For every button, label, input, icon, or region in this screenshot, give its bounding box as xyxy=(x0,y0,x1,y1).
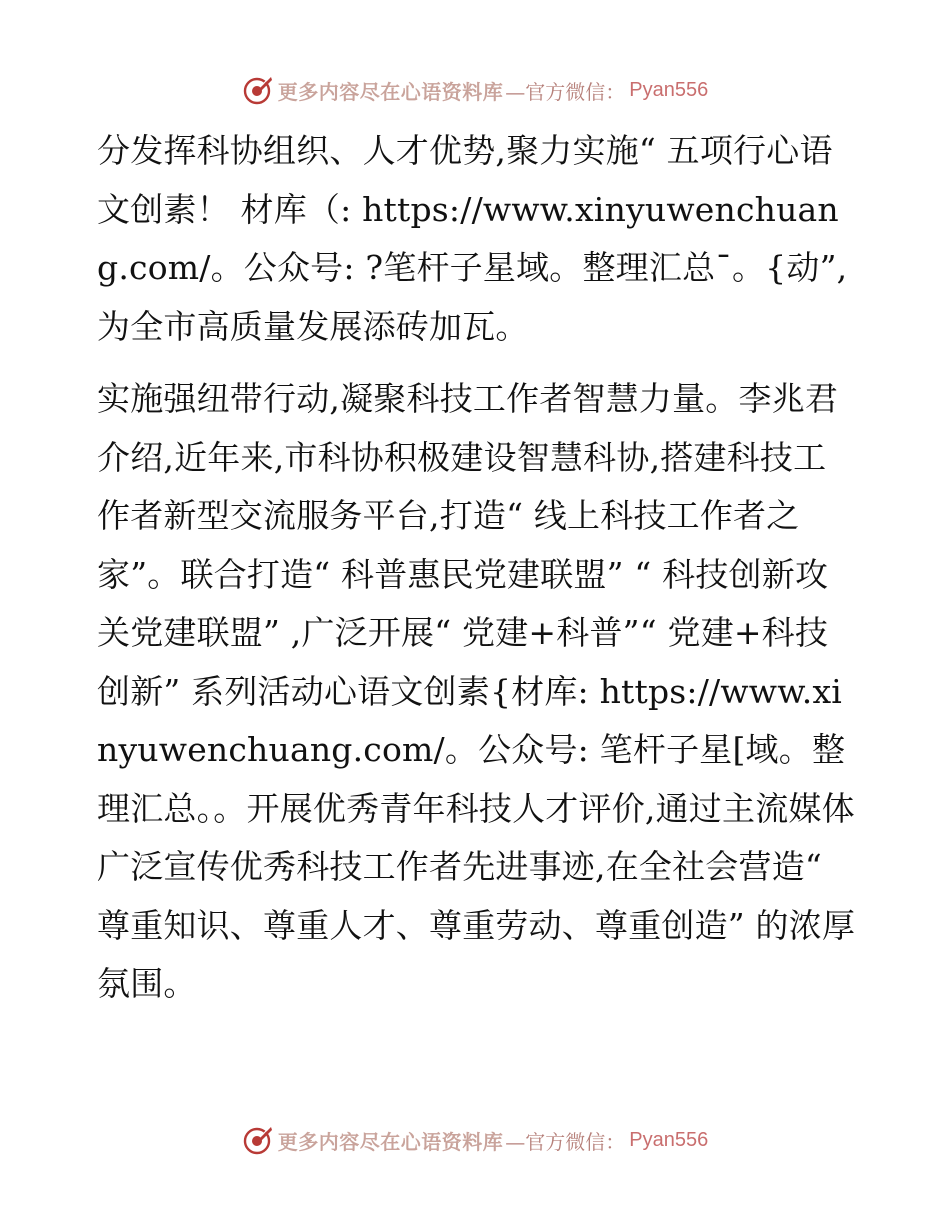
footer-banner xyxy=(0,1120,950,1160)
header-brand-text: 更多内容尽在心语资料库 xyxy=(277,79,504,104)
footer-wechat-label: —官方微信： xyxy=(505,1129,626,1154)
footer-wechat-id: Pyan556 xyxy=(629,1128,709,1151)
footer-brand-text: 更多内容尽在心语资料库 xyxy=(277,1129,504,1154)
header-banner xyxy=(0,70,950,110)
quill-seal-logo-icon xyxy=(242,74,274,106)
document-body xyxy=(97,122,857,1014)
quill-seal-logo-icon xyxy=(242,1124,274,1156)
paragraph-2: 实施强纽带行动,凝聚科技工作者智慧力量。李兆君介绍,近年来,市科协积极建设智慧科协,搭建科技工作者新型交流服务平台,打造“ 线上科技工作者之家”。联合打造“ 科普惠民党建联盟” “ 科技创新攻关党建联盟” ,广泛开展“ 党建+科普”“ 党建+科技创新” 系列活动心语文创素{材库: https://www.xinyuwenchuang.com/。公众号: 笔杆子星[域。整理汇总。。开展优秀青年科技人才评价,通过主流媒体广泛宣传优秀科技工作者先进事迹,在全社会营造“ 尊重知识、尊重人才、尊重劳动、尊重创造” 的浓厚氛围。 xyxy=(97,379,856,1003)
header-wechat-label: —官方微信： xyxy=(505,79,626,104)
paragraph-1: 分发挥科协组织、人才优势,聚力实施“ 五项行心语文创素！ 材库（: https://www.xinyuwenchuang.com/。公众号: ?笔杆子星域。整理汇总¯。{动”,为全市高质量发展添砖加瓦。 xyxy=(97,131,848,346)
header-wechat-id: Pyan556 xyxy=(629,78,709,101)
